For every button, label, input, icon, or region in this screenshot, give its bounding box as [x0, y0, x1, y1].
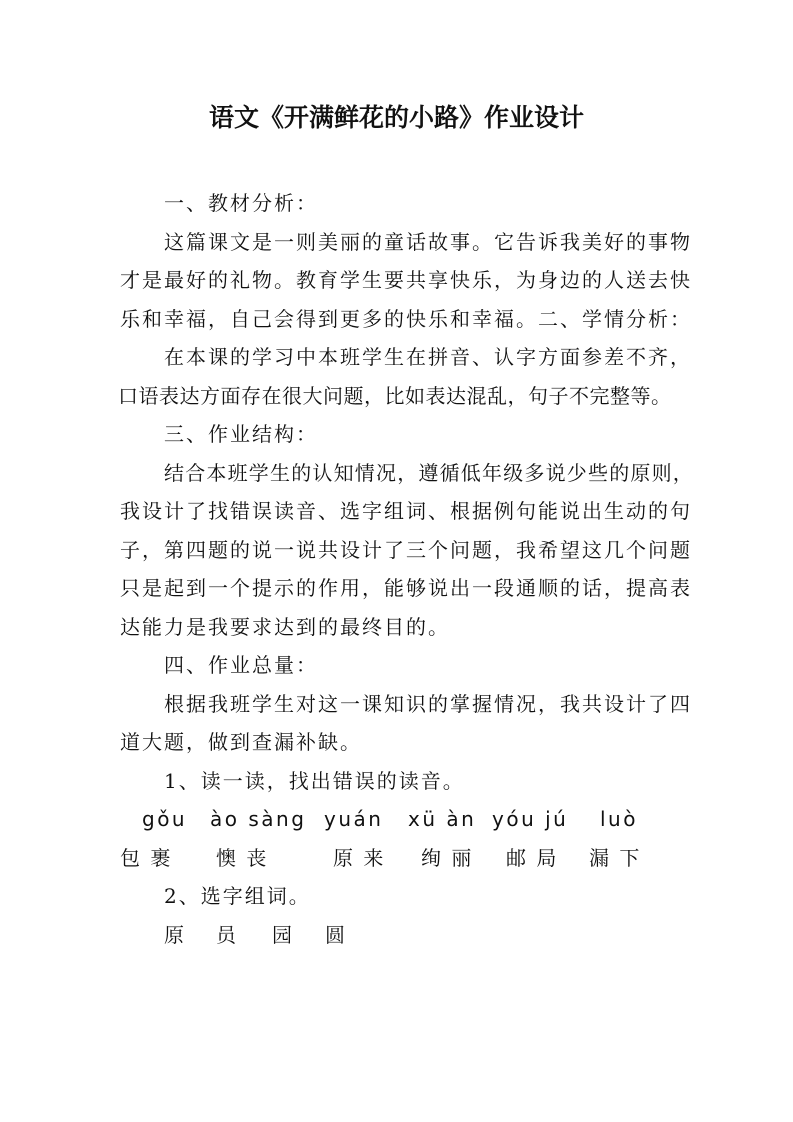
pinyin-item: yuán	[324, 807, 384, 831]
section-heading-assignment-structure: 三、作业结构：	[164, 422, 318, 446]
paragraph-line: 根据我班学生对这一课知识的掌握情况，我共设计了四	[164, 691, 692, 716]
word-item: 包 裹	[120, 845, 173, 870]
char-item: 员	[216, 922, 238, 947]
exercise-2-heading: 2、选字组词。	[164, 884, 311, 908]
paragraph-line: 才是最好的礼物。教育学生要共享快乐，为身边的人送去快	[120, 268, 692, 292]
word-item: 漏 下	[589, 845, 642, 870]
paragraph-line: 在本课的学习中本班学生在拼音、认字方面参差不齐，	[164, 345, 692, 369]
exercise-1-heading: 1、读一读，找出错误的读音。	[164, 768, 465, 793]
word-item: 绚 丽	[421, 845, 474, 870]
pinyin-item: ào sàng	[210, 807, 307, 831]
paragraph-line: 这篇课文是一则美丽的童话故事。它告诉我美好的事物	[164, 229, 692, 254]
char-item: 园	[272, 922, 294, 947]
document-title: 语文《开满鲜花的小路》作业设计	[208, 103, 584, 132]
word-item: 懊 丧	[216, 845, 269, 870]
pinyin-item: yóu jú	[492, 807, 569, 831]
paragraph-line: 达能力是我要求达到的最终目的。	[120, 614, 450, 639]
paragraph-line: 我设计了找错误读音、选字组词、根据例句能说出生动的句	[120, 499, 692, 523]
exercise-1-pinyin-row	[120, 800, 682, 839]
paragraph-line: 子，第四题的说一说共设计了三个问题，我希望这几个问题	[120, 537, 692, 562]
exercise-1-words-row	[120, 839, 682, 878]
paragraph-line: 乐和幸福，自己会得到更多的快乐和幸福。二、学情分析：	[120, 306, 692, 331]
char-item: 圆	[325, 922, 347, 947]
section-heading-textbook-analysis: 一、教材分析：	[164, 191, 318, 215]
pinyin-item: gǒu	[142, 807, 188, 831]
pinyin-item: luò	[600, 807, 638, 831]
paragraph-line: 道大题，做到查漏补缺。	[120, 730, 362, 754]
word-item: 原 来	[333, 845, 386, 870]
pinyin-item: xü àn	[408, 807, 477, 831]
document-body	[118, 184, 694, 954]
paragraph-line: 口语表达方面存在很大问题，比如表达混乱，句子不完整等。	[118, 383, 672, 408]
paragraph-line: 结合本班学生的认知情况，遵循低年级多说少些的原则，	[164, 460, 694, 485]
char-item: 原	[164, 922, 186, 947]
section-heading-assignment-amount: 四、作业总量：	[164, 653, 318, 677]
paragraph-line: 只是起到一个提示的作用，能够说出一段通顺的话，提高表	[120, 576, 692, 600]
word-item: 邮 局	[506, 845, 559, 870]
exercise-2-chars-row	[120, 916, 682, 955]
